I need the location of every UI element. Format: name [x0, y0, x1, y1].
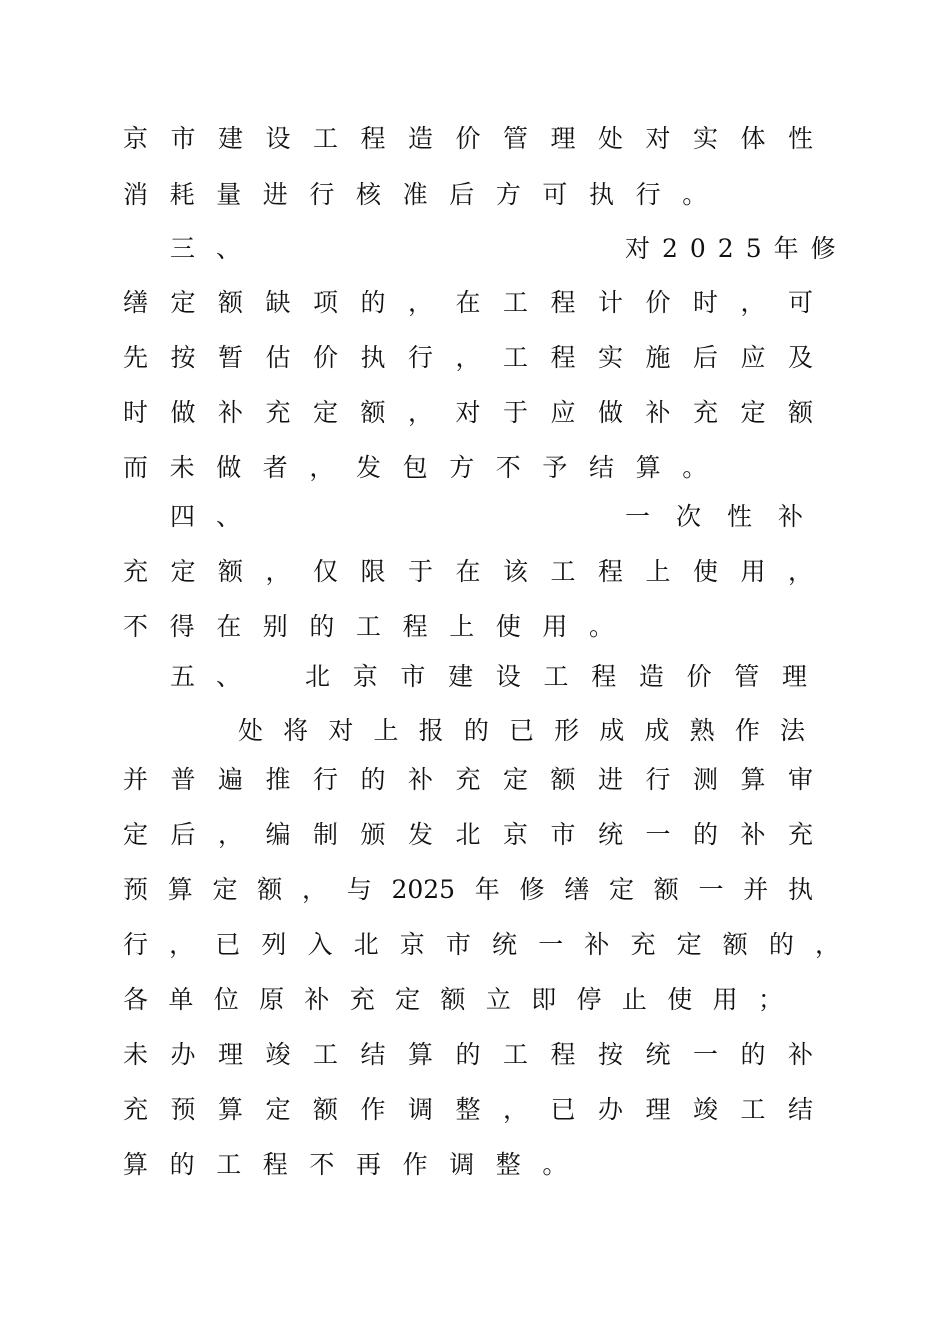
text-line — [238, 714, 805, 748]
text-line — [123, 122, 813, 156]
line-text: 不得在别的工程上使用。 — [123, 612, 636, 641]
line-text: 京​市​建​设​工​程​造​价​管​理​处​对​实​体​性 — [123, 124, 813, 153]
line-text: 并​普​遍​推​行​的​补​充​定​额​进​行​测​算​审 — [123, 765, 813, 794]
line-text: 各​单​位​原​补​充​定​额​立​即​停​止​使​用​； — [123, 985, 783, 1014]
line-text: 定​后​，​编​制​颁​发​北​京​市​统​一​的​补​充 — [123, 820, 813, 849]
text-line — [123, 286, 813, 320]
line-text: 未​办​理​竣​工​结​算​的​工​程​按​统​一​的​补 — [123, 1040, 813, 1069]
line-text: 消耗量进行核准后方可执行。 — [123, 180, 729, 209]
line-text: 缮​定​额​缺​项​的​，​在​工​程​计​价​时​，​可 — [123, 288, 813, 317]
section-number: 五、 — [170, 662, 263, 691]
text-line — [123, 1148, 589, 1182]
text-line — [123, 451, 729, 485]
line-text: 而未做者，发包方不予结算。 — [123, 453, 729, 482]
text-line-split — [0, 232, 950, 266]
line-text-right: 对2025年修 — [625, 234, 848, 263]
line-text: 时​做​补​充​定​额​，​对​于​应​做​补​充​定​额 — [123, 398, 813, 427]
text-line — [123, 178, 729, 212]
line-text: 处​将​对​上​报​的​已​形​成​成​熟​作​法 — [238, 716, 805, 745]
text-line — [123, 818, 813, 852]
section-number: 三、 — [170, 234, 263, 263]
text-line-split — [0, 660, 950, 694]
line-text: 预​算​定​额​，​与​2​0​2​5​年​修​缮​定​额​一​并​执 — [123, 875, 813, 904]
line-text-right: 北​京​市​建​设​工​程​造​价​管​理 — [305, 662, 807, 691]
line-text: 充​预​算​定​额​作​调​整​，​已​办​理​竣​工​结 — [123, 1095, 813, 1124]
text-line — [123, 555, 813, 589]
text-line-split — [0, 500, 950, 534]
line-text: 行​，​已​列​入​北​京​市​统​一​补​充​定​额​的​， — [123, 930, 840, 959]
line-text: 算的工程不再作调整。 — [123, 1150, 590, 1179]
text-line — [123, 610, 636, 644]
text-line — [123, 763, 813, 797]
text-line — [123, 983, 783, 1017]
line-text: 充​定​额​，​仅​限​于​在​该​工​程​上​使​用​， — [123, 557, 813, 586]
line-text: 先​按​暂​估​价​执​行​，​工​程​实​施​后​应​及 — [123, 343, 813, 372]
section-number: 四、 — [170, 502, 263, 531]
text-line — [123, 873, 813, 907]
text-line — [123, 341, 813, 375]
text-line — [123, 928, 840, 962]
line-text-right: 一次性补 — [625, 502, 830, 531]
text-line — [123, 1093, 813, 1127]
text-line — [123, 1038, 813, 1072]
text-line — [123, 396, 813, 430]
